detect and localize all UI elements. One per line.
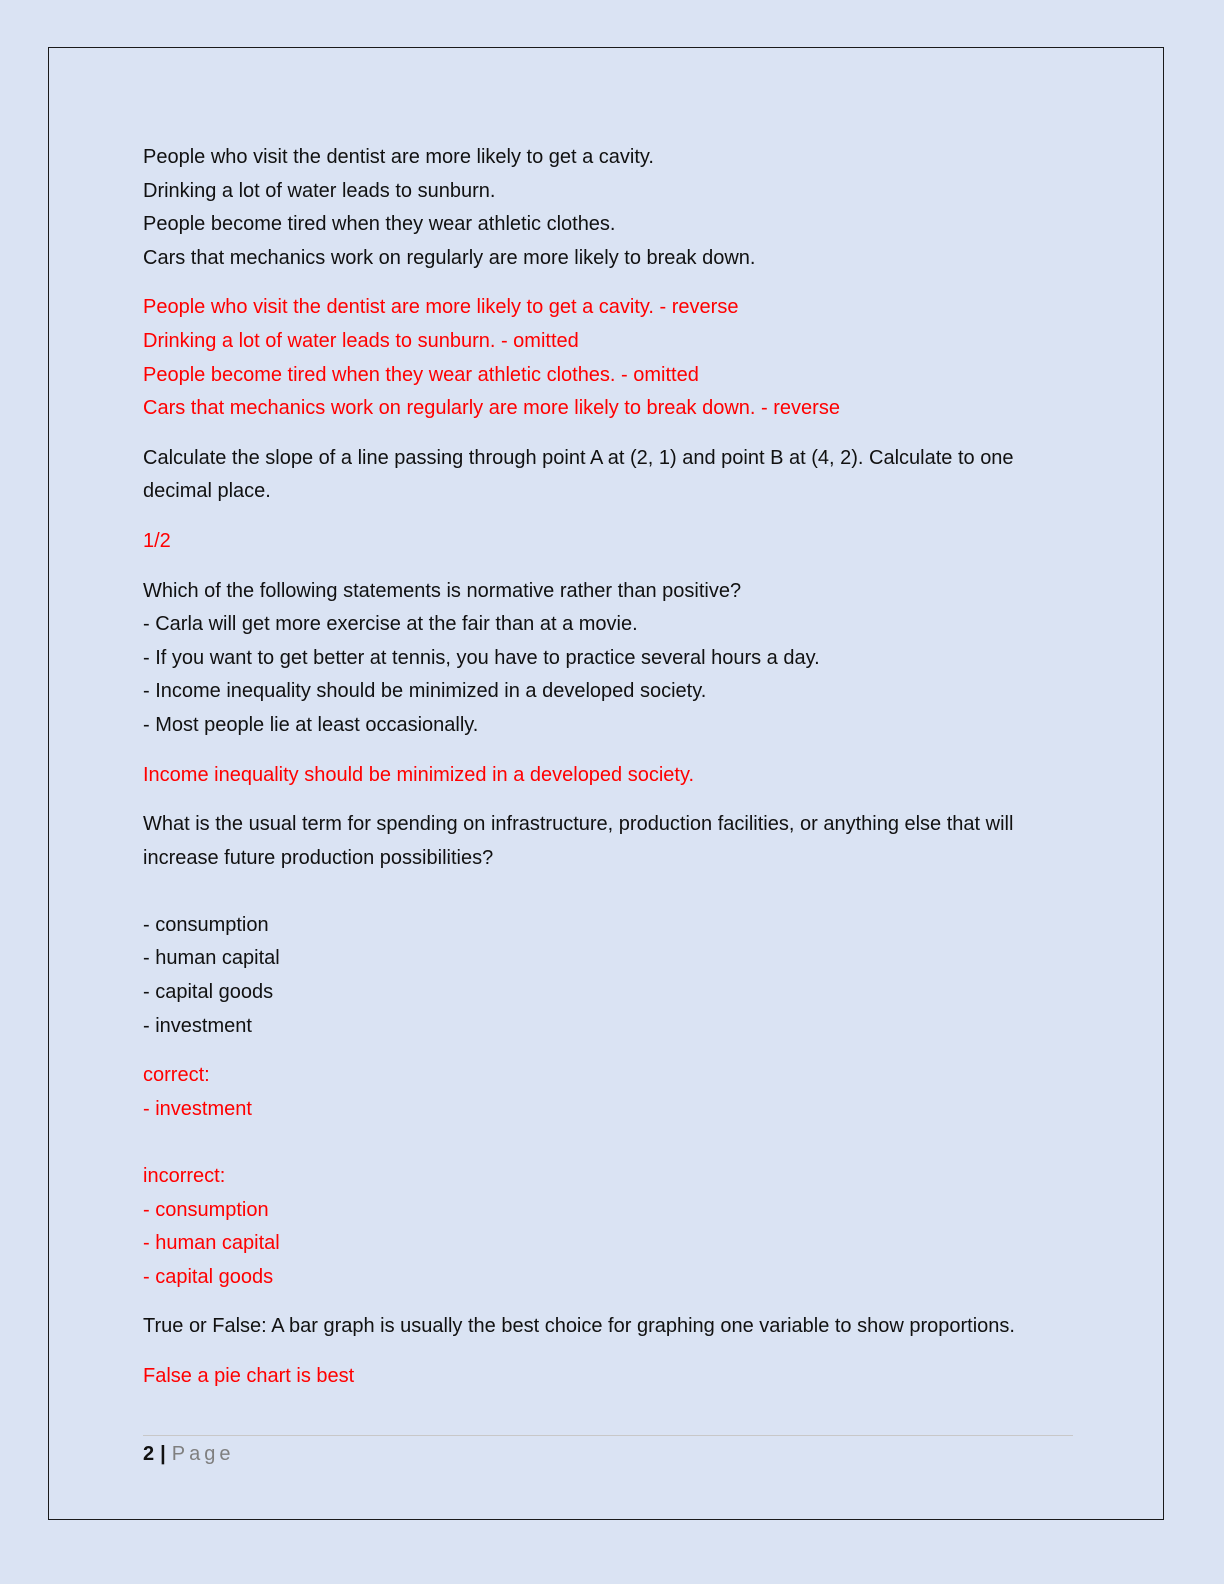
footer-divider [143, 1435, 1073, 1436]
option-line: - Most people lie at least occasionally. [143, 713, 479, 736]
answer-text: 1/2 [143, 529, 171, 552]
option-line: - Carla will get more exercise at the fair than at a movie. [143, 613, 638, 636]
option-line: - investment [143, 1014, 252, 1037]
question-text: Which of the following statements is normative rather than positive? [143, 579, 742, 602]
question-text: Calculate the slope of a line passing through point A at (2, 1) and point B at (4, 2). Calculate to one decimal place. [143, 446, 1014, 503]
question-text: True or False: A bar graph is usually the best choice for graphing one variable to show proportions. [143, 1315, 1015, 1338]
causality-statements [143, 141, 1083, 275]
correct-item: - investment [143, 1097, 252, 1120]
statement-line: Drinking a lot of water leads to sunburn. [143, 179, 496, 202]
answer-line: Cars that mechanics work on regularly are more likely to break down. - reverse [143, 397, 840, 420]
correct-label: correct: [143, 1064, 210, 1087]
question-text: What is the usual term for spending on infrastructure, production facilities, or anything else that will increase future production possibilities? [143, 813, 1014, 869]
footer-separator: | [160, 1443, 166, 1465]
normative-answer [143, 759, 1083, 793]
bar-graph-answer [143, 1360, 1083, 1394]
option-line: - consumption [143, 913, 269, 936]
blank-line [143, 875, 1083, 909]
causality-answers [143, 291, 1083, 425]
page-number: 2 [143, 1443, 155, 1465]
option-line: - Income inequality should be minimized in a developed society. [143, 680, 707, 703]
investment-question [143, 808, 1083, 1043]
slope-answer [143, 525, 1083, 559]
bar-graph-question [143, 1310, 1083, 1344]
normative-question [143, 575, 1083, 743]
answer-line: People who visit the dentist are more likely to get a cavity. - reverse [143, 296, 739, 319]
slope-question [143, 442, 1083, 509]
investment-answer [143, 1059, 1083, 1294]
incorrect-item: - capital goods [143, 1265, 274, 1288]
answer-text: False a pie chart is best [143, 1365, 355, 1387]
incorrect-label: incorrect: [143, 1165, 226, 1188]
option-line: - human capital [143, 947, 280, 970]
statement-line: People become tired when they wear athletic clothes. [143, 213, 616, 236]
blank-line [143, 1126, 1083, 1160]
option-line: - capital goods [143, 981, 274, 1004]
statement-line: People who visit the dentist are more likely to get a cavity. [143, 146, 654, 168]
incorrect-item: - human capital [143, 1232, 280, 1255]
answer-line: Drinking a lot of water leads to sunburn. - omitted [143, 329, 579, 352]
statement-line: Cars that mechanics work on regularly are more likely to break down. [143, 246, 756, 269]
answer-text: Income inequality should be minimized in a developed society. [143, 763, 695, 786]
answer-line: People become tired when they wear athletic clothes. - omitted [143, 363, 699, 386]
incorrect-item: - consumption [143, 1198, 269, 1221]
option-line: - If you want to get better at tennis, you have to practice several hours a day. [143, 646, 820, 669]
page-label: Page [171, 1443, 235, 1465]
page-footer [143, 1440, 234, 1468]
document-body [143, 141, 1083, 1394]
